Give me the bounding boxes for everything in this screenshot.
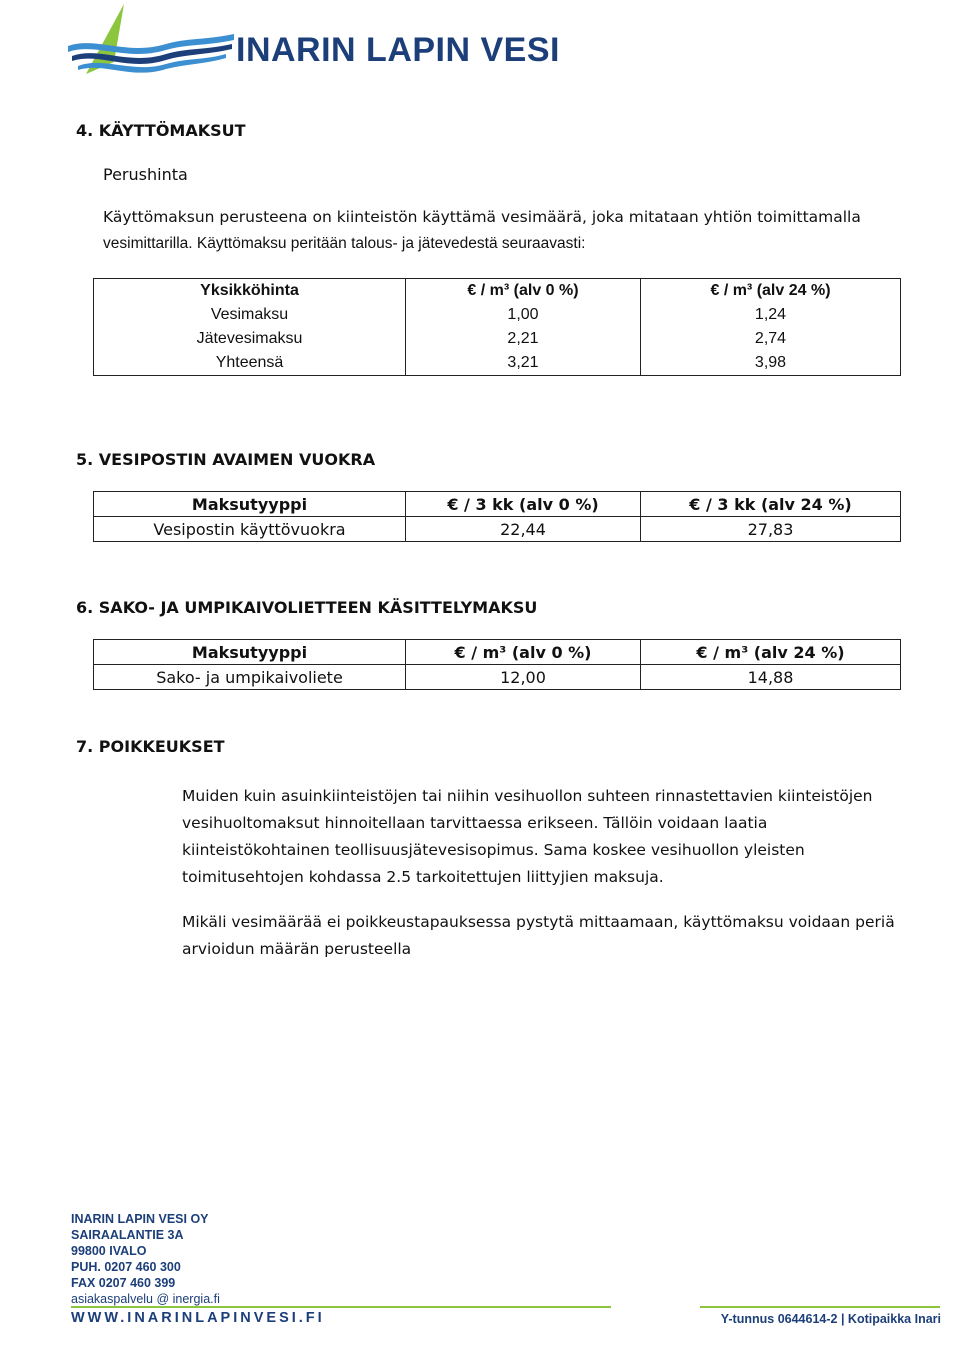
water-post-key-rent-table xyxy=(93,491,901,542)
footer-registration: Y-tunnus 0644614-2 | Kotipaikka Inari xyxy=(720,1312,941,1326)
table-header-cell: € / m³ (alv 0 %) xyxy=(406,279,641,304)
table-header-cell: Maksutyyppi xyxy=(94,640,406,665)
footer-phone: PUH. 0207 460 300 xyxy=(71,1260,181,1274)
section-7-heading: 7. POIKKEUKSET xyxy=(76,737,225,756)
table-row xyxy=(94,303,901,327)
sludge-treatment-fee-table xyxy=(93,639,901,690)
section-7-paragraph-1: Muiden kuin asuinkiinteistöjen tai niihin vesihuollon suhteen rinnastettavien kiinteistöjen vesihuoltomaksut hinnoitellaan tarvittaessa erikseen. Tällöin voidaan laatia kiinteistökohtainen teollisuusjätevesisopimus. Sama koskee vesihuollon yleisten toimitusehtojen kohdassa 2.5 tarkoitettujen liittyjien maksuja. xyxy=(182,787,873,886)
table-row xyxy=(94,327,901,351)
table-header-cell: € / m³ (alv 0 %) xyxy=(406,640,641,665)
table-cell: 2,74 xyxy=(641,327,901,351)
table-header-cell: Maksutyyppi xyxy=(94,492,406,517)
table-header-row xyxy=(94,640,901,665)
water-wave-logo-icon xyxy=(66,4,236,90)
table-cell: 12,00 xyxy=(406,665,641,690)
usage-fee-table xyxy=(93,278,901,376)
footer-street: SAIRAALANTIE 3A xyxy=(71,1228,184,1242)
section-4-subheading: Perushinta xyxy=(103,165,188,184)
table-header-cell: € / 3 kk (alv 0 %) xyxy=(406,492,641,517)
table-cell: 1,24 xyxy=(641,303,901,327)
table-cell: Jätevesimaksu xyxy=(94,327,406,351)
table-cell: 22,44 xyxy=(406,517,641,542)
footer-divider xyxy=(700,1306,940,1308)
footer-email: asiakaspalvelu @ inergia.fi xyxy=(71,1292,220,1306)
table-cell: Vesipostin käyttövuokra xyxy=(94,517,406,542)
table-cell: 2,21 xyxy=(406,327,641,351)
footer-postal: 99800 IVALO xyxy=(71,1244,147,1258)
section-4-heading: 4. KÄYTTÖMAKSUT xyxy=(76,121,246,140)
section-4-intro-line1: Käyttömaksun perusteena on kiinteistön käyttämä vesimäärä, joka mitataan yhtiön toimittamalla xyxy=(103,208,861,226)
section-7-paragraph-2: Mikäli vesimäärää ei poikkeustapauksessa pystytä mittaamaan, käyttömaksu voidaan periä arvioidun määrän perusteella xyxy=(182,913,895,958)
table-cell: 3,98 xyxy=(641,351,901,376)
footer xyxy=(71,1212,951,1337)
table-cell: 14,88 xyxy=(641,665,901,690)
section-5-heading: 5. VESIPOSTIN AVAIMEN VUOKRA xyxy=(76,450,376,469)
table-cell: 27,83 xyxy=(641,517,901,542)
table-cell: Yhteensä xyxy=(94,351,406,376)
section-4-intro-line2: vesimittarilla. Käyttömaksu peritään talous- ja jätevedestä seuraavasti: xyxy=(103,235,586,252)
footer-divider xyxy=(71,1306,611,1308)
footer-company: INARIN LAPIN VESI OY xyxy=(71,1212,209,1226)
section-6-heading: 6. SAKO- JA UMPIKAIVOLIETTEEN KÄSITTELYMAKSU xyxy=(76,598,538,617)
table-cell: Vesimaksu xyxy=(94,303,406,327)
table-header-cell: Yksikköhinta xyxy=(94,279,406,304)
table-header-cell: € / m³ (alv 24 %) xyxy=(641,640,901,665)
table-header-row xyxy=(94,492,901,517)
table-row xyxy=(94,351,901,376)
table-row xyxy=(94,517,901,542)
table-header-cell: € / m³ (alv 24 %) xyxy=(641,279,901,304)
company-logo xyxy=(66,4,560,90)
table-cell: 1,00 xyxy=(406,303,641,327)
table-row xyxy=(94,665,901,690)
table-header-row xyxy=(94,279,901,304)
table-cell: 3,21 xyxy=(406,351,641,376)
table-cell: Sako- ja umpikaivoliete xyxy=(94,665,406,690)
footer-fax: FAX 0207 460 399 xyxy=(71,1276,176,1290)
logo-text: INARIN LAPIN VESI xyxy=(236,31,560,69)
footer-website: WWW.INARINLAPINVESI.FI xyxy=(71,1310,325,1326)
table-header-cell: € / 3 kk (alv 24 %) xyxy=(641,492,901,517)
